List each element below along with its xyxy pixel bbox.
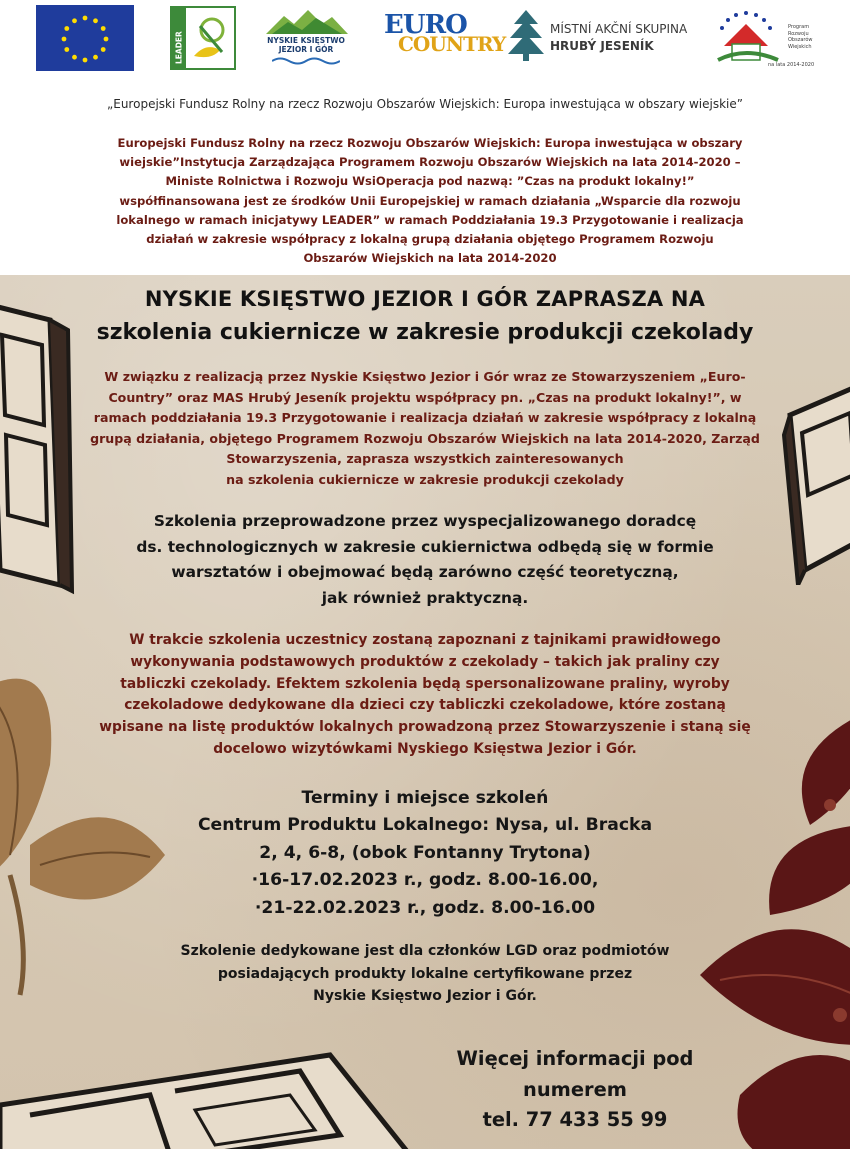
leader-emblem-icon <box>172 8 234 68</box>
mas-hruby-jesenik-logo <box>506 8 706 62</box>
mountains-icon <box>262 6 350 36</box>
paragraph-line: W trakcie szkolenia uczestnicy zostaną zapoznani z tajnikami prawidłowego <box>129 632 721 648</box>
paragraph-line: Nyskie Księstwo Jezior i Gór. <box>313 988 537 1004</box>
paragraph-line: czekoladowe dedykowane dla dzieci czy tabliczki czekoladowe, które zostaną <box>124 697 726 714</box>
chocolate-piece-icon <box>780 385 850 585</box>
date-line: ·21-22.02.2023 r., godz. 8.00-16.00 <box>254 897 596 918</box>
location-line: 2, 4, 6-8, (obok Fontanny Trytona) <box>259 842 591 863</box>
funding-intro-block <box>95 134 765 268</box>
prow-years: na lata 2014-2020 <box>768 62 815 68</box>
location-line: Centrum Produktu Lokalnego: Nysa, ul. Bracka <box>197 815 653 836</box>
intro-line: wiejskie”Instytucja Zarządzająca Programem Rozwoju Obszarów Wiejskich na lata 2014-2020 – <box>119 155 741 170</box>
paragraph-line: Szkolenia przeprowadzone przez wyspecjalizowanego doradcę <box>153 512 697 530</box>
paragraph-line: docelowo wizytówkami Nyskiego Księstwa Jezior i Gór. <box>213 740 637 757</box>
leader-logo <box>170 6 236 70</box>
paragraph-line: tabliczki czekolady. Efektem szkolenia będą spersonalizowane praliny, wyroby <box>120 675 730 692</box>
eu-flag-logo <box>36 5 134 71</box>
tree-icon <box>506 8 546 62</box>
paragraph-line: jak również praktyczną. <box>321 588 529 607</box>
terms-heading: Terminy i miejsce szkoleń <box>301 788 549 808</box>
intro-line: Obszarów Wiejskich na lata 2014-2020 <box>303 251 557 266</box>
paragraph-line: Stowarzyszenia, zaprasza wszystkich zainteresowanych <box>226 451 624 467</box>
prow-line: Program <box>788 24 810 30</box>
paragraph-line: Szkolenie dedykowane jest dla członków LGD oraz podmiotów <box>180 943 670 959</box>
prow-logo-text <box>788 24 822 50</box>
paragraph-line: posiadających produkty lokalne certyfikowane przez <box>217 965 633 982</box>
paragraph-line: Country” oraz MAS Hrubý Jeseník projektu współpracy pn. „Czas na produkt lokalny!”, w <box>108 389 742 405</box>
intro-line: współfinansowana jest ze środków Unii Europejskiej w ramach działania „Wsparcie dla rozwoju <box>119 193 741 208</box>
paragraph-line: warsztatów i obejmować będą zarówno część teoretyczną, <box>171 563 679 581</box>
leader-label: LEADER <box>174 31 184 64</box>
poster-title: NYSKIE KSIĘSTWO JEZIOR I GÓR ZAPRASZA NA <box>144 287 706 311</box>
audience-paragraph <box>120 940 730 1008</box>
poster-subtitle: szkolenia cukiernicze w zakresie produkcji czekolady <box>96 320 754 345</box>
intro-line: Ministe Rolnictwa i Rozwoju WsiOperacja pod nazwą: ”Czas na produkt lokalny!” <box>165 174 695 189</box>
intro-line: działań w zakresie współpracy z lokalną grupą działania objętego Programem Rozwoju <box>146 232 714 247</box>
euro-country-logo <box>384 10 506 56</box>
prow-line: Obszarów <box>788 37 813 43</box>
paragraph-line: na szkolenia cukiernicze w zakresie produkcji czekolady <box>226 471 624 487</box>
wave-icon <box>272 56 340 66</box>
prow-line: Wiejskich <box>788 43 812 50</box>
mas-logo-line2: HRUBÝ JESENÍK <box>550 39 654 53</box>
nyskie-logo-line1: NYSKIE KSIĘSTWO <box>267 36 345 45</box>
logo-strip <box>0 0 850 80</box>
prow-logo <box>710 6 820 72</box>
poster-section <box>0 275 850 1149</box>
prow-line: Rozwoju <box>788 30 809 37</box>
euro-logo-line2: COUNTRY <box>398 32 506 56</box>
paragraph-line: W związku z realizacją przez Nyskie Księstwo Jezior i Gór wraz ze Stowarzyszeniem „Euro- <box>104 369 746 384</box>
nyskie-logo-line2: JEZIOR I GÓR <box>278 45 334 54</box>
prow-emblem-icon <box>710 6 786 66</box>
paragraph-line: grupą działania, objętego Programem Rozwoju Obszarów Wiejskich na lata 2014-2020, Zarząd <box>90 430 760 446</box>
euro-logo-line1: EURO <box>384 10 467 40</box>
intro-line: Europejski Fundusz Rolny na rzecz Rozwoju Obszarów Wiejskich: Europa inwestująca w obszary <box>117 136 743 150</box>
invitation-paragraph <box>80 367 770 491</box>
nyskie-ksiestwo-logo <box>262 6 350 68</box>
phone-number: tel. 77 433 55 99 <box>482 1108 668 1131</box>
contact-line: numerem <box>523 1077 627 1101</box>
paragraph-line: ramach poddziałania 19.3 Przygotowanie i realizacja działań w zakresie współpracy z lokalną <box>93 410 757 426</box>
paragraph-line: ds. technologicznych w zakresie cukiernictwa odbędą się w formie <box>136 537 714 556</box>
paragraph-line: wykonywania podstawowych produktów z czekolady – takich jak praliny czy <box>130 653 720 670</box>
trainer-paragraph <box>100 509 750 611</box>
mas-logo-line1: MÍSTNÍ AKČNÍ SKUPINA <box>550 22 688 36</box>
date-line: ·16-17.02.2023 r., godz. 8.00-16.00, <box>251 870 599 891</box>
contact-line: Więcej informacji pod <box>456 1047 694 1070</box>
chocolate-tablet-icon <box>0 1015 420 1149</box>
nyskie-logo-text <box>262 36 350 54</box>
dates-and-location <box>150 785 700 922</box>
intro-line: lokalnego w ramach inicjatywy LEADER” w ramach Poddziałania 19.3 Przygotowanie i realizacja <box>116 212 744 227</box>
eafrd-quote-line: „Europejski Fundusz Rolny na rzecz Rozwoju Obszarów Wiejskich: Europa inwestująca w obszary wiejskie” <box>107 97 743 111</box>
paragraph-line: wpisane na listę produktów lokalnych prowadzoną przez Stowarzyszenie i staną się <box>99 719 751 736</box>
contact-info <box>440 1044 710 1136</box>
eu-stars-icon <box>36 5 134 71</box>
training-content-paragraph <box>90 630 760 761</box>
